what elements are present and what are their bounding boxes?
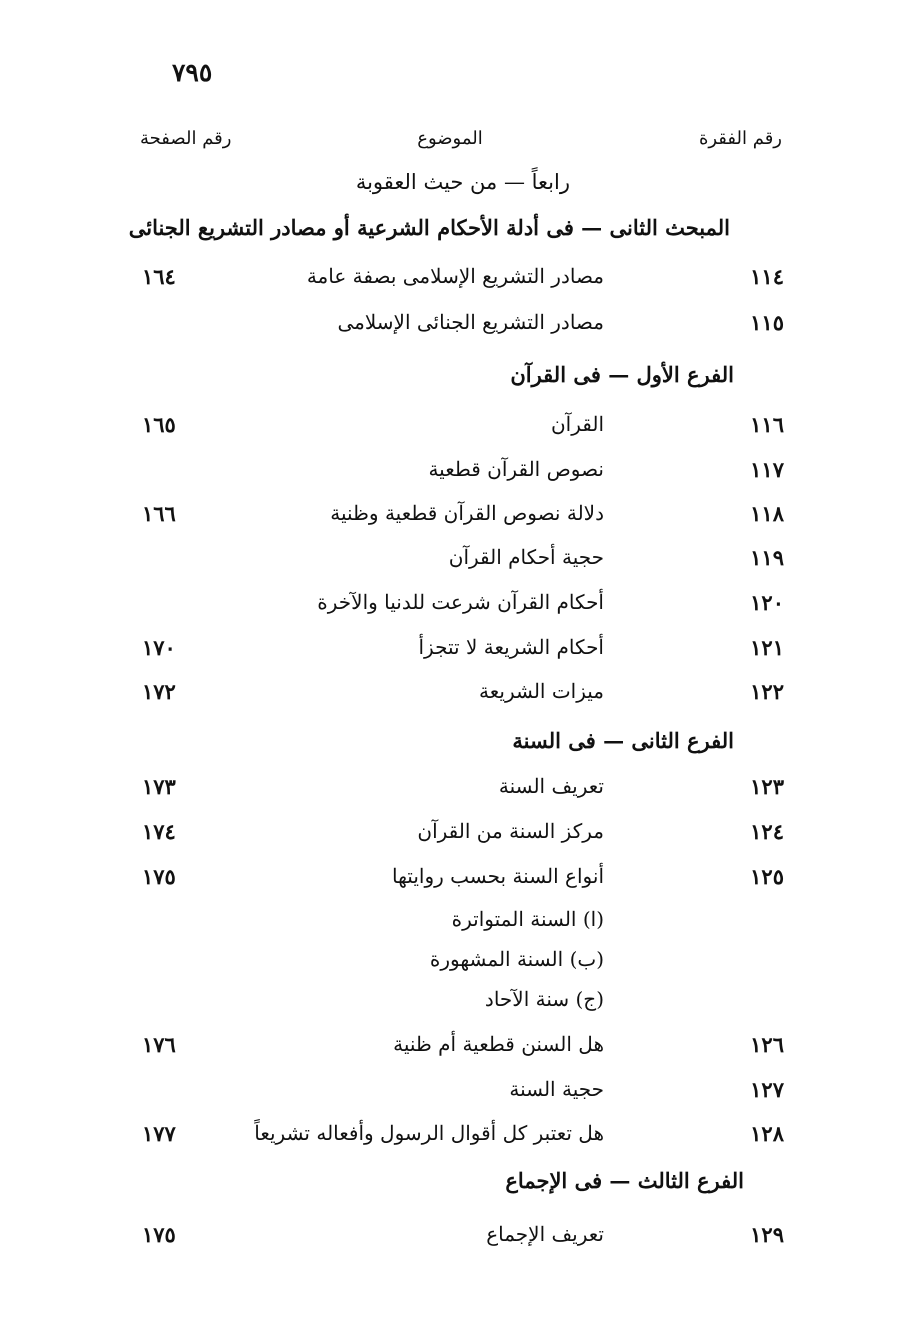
entry-page: ١٦٦ bbox=[142, 501, 176, 526]
entry-title: ميزات الشريعة bbox=[479, 679, 604, 703]
toc-row bbox=[0, 588, 900, 622]
paragraph-number: ١٢١ bbox=[750, 635, 784, 660]
toc-row bbox=[0, 1220, 900, 1254]
toc-row bbox=[0, 1119, 900, 1153]
paragraph-number: ١٢٠ bbox=[750, 590, 784, 615]
toc-row bbox=[0, 817, 900, 851]
header-page-number: رقم الصفحة bbox=[140, 128, 232, 149]
paragraph-number: ١٢٧ bbox=[750, 1077, 784, 1102]
entry-title: تعريف الإجماع bbox=[486, 1222, 604, 1246]
paragraph-number: ١٢٣ bbox=[750, 774, 784, 799]
toc-row bbox=[0, 633, 900, 667]
page-number: ٧٩٥ bbox=[172, 58, 213, 87]
paragraph-number: ١١٩ bbox=[750, 545, 784, 570]
toc-row bbox=[0, 677, 900, 711]
entry-title: أحكام القرآن شرعت للدنيا والآخرة bbox=[317, 590, 604, 614]
section-intro: رابعاً — من حيث العقوبة bbox=[355, 170, 570, 194]
toc-row bbox=[0, 455, 900, 489]
toc-row bbox=[0, 1075, 900, 1109]
toc-row bbox=[0, 499, 900, 533]
branch-heading: الفرع الثانى — فى السنة bbox=[512, 728, 734, 753]
toc-row bbox=[0, 1030, 900, 1064]
entry-page: ١٧٣ bbox=[142, 774, 176, 799]
entry-title: حجية السنة bbox=[509, 1077, 604, 1101]
entry-page: ١٦٤ bbox=[142, 264, 176, 289]
entry-page: ١٧٥ bbox=[142, 1222, 176, 1247]
toc-row bbox=[0, 262, 900, 296]
chapter-title: المبحث الثانى — فى أدلة الأحكام الشرعية أو مصادر التشريع الجنائى bbox=[128, 215, 730, 240]
paragraph-number: ١٢٥ bbox=[750, 864, 784, 889]
toc-row bbox=[0, 410, 900, 444]
entry-page: ١٦٥ bbox=[142, 412, 176, 437]
entry-title: حجية أحكام القرآن bbox=[448, 545, 604, 569]
branch-heading: الفرع الثالث — فى الإجماع bbox=[505, 1168, 744, 1193]
entry-page: ١٧٢ bbox=[142, 679, 176, 704]
entry-page: ١٧٥ bbox=[142, 864, 176, 889]
paragraph-number: ١١٥ bbox=[750, 310, 784, 335]
entry-page: ١٧٦ bbox=[142, 1032, 176, 1057]
sub-item: (ا) السنة المتواترة bbox=[451, 907, 604, 931]
entry-title: مركز السنة من القرآن bbox=[417, 819, 604, 843]
toc-row bbox=[0, 772, 900, 806]
entry-title: نصوص القرآن قطعية bbox=[428, 457, 604, 481]
paragraph-number: ١٢٨ bbox=[750, 1121, 784, 1146]
sub-item: (ب) السنة المشهورة bbox=[429, 947, 604, 971]
entry-page: ١٧٠ bbox=[142, 635, 176, 660]
header-paragraph-number: رقم الفقرة bbox=[698, 128, 782, 149]
header-subject: الموضوع bbox=[417, 128, 483, 149]
paragraph-number: ١١٦ bbox=[750, 412, 784, 437]
paragraph-number: ١١٨ bbox=[750, 501, 784, 526]
paragraph-number: ١١٧ bbox=[750, 457, 784, 482]
entry-title: القرآن bbox=[550, 412, 604, 436]
entry-title: أحكام الشريعة لا تتجزأ bbox=[418, 635, 604, 659]
entry-title: مصادر التشريع الإسلامى بصفة عامة bbox=[306, 264, 604, 288]
entry-page: ١٧٧ bbox=[142, 1121, 176, 1146]
entry-title: هل السنن قطعية أم ظنية bbox=[393, 1032, 604, 1056]
entry-title: تعريف السنة bbox=[498, 774, 604, 798]
sub-item: (ج) سنة الآحاد bbox=[484, 987, 604, 1011]
paragraph-number: ١٢٩ bbox=[750, 1222, 784, 1247]
entry-title: مصادر التشريع الجنائى الإسلامى bbox=[337, 310, 604, 334]
toc-row bbox=[0, 543, 900, 577]
entry-title: هل تعتبر كل أقوال الرسول وأفعاله تشريعاً bbox=[254, 1121, 604, 1145]
toc-row bbox=[0, 308, 900, 342]
entry-title: دلالة نصوص القرآن قطعية وظنية bbox=[330, 501, 604, 525]
entry-page: ١٧٤ bbox=[142, 819, 176, 844]
entry-title: أنواع السنة بحسب روايتها bbox=[391, 864, 604, 888]
branch-heading: الفرع الأول — فى القرآن bbox=[510, 362, 734, 387]
toc-row bbox=[0, 862, 900, 896]
paragraph-number: ١١٤ bbox=[750, 264, 784, 289]
paragraph-number: ١٢٤ bbox=[750, 819, 784, 844]
paragraph-number: ١٢٢ bbox=[750, 679, 784, 704]
paragraph-number: ١٢٦ bbox=[750, 1032, 784, 1057]
